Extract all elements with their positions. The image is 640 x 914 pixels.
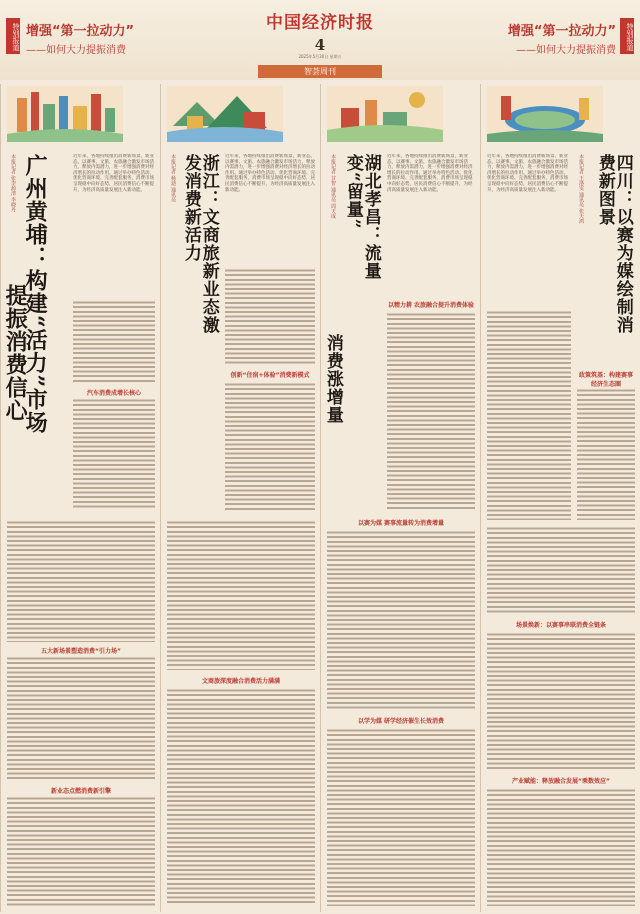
masthead: 中国经济时报 <box>266 13 374 33</box>
body-text-block <box>487 632 635 770</box>
body-text-block <box>73 300 155 384</box>
city-illustration <box>487 86 603 142</box>
headline-a: 湖北孝昌：流量变“留量” <box>342 154 381 280</box>
body-text-block <box>73 398 155 508</box>
headline: 四川：以赛为媒绘制消费新图景 <box>594 154 633 334</box>
section-banner: 智荟周刊 <box>258 65 382 78</box>
left-theme-line2: ——如何大力提振消费 <box>26 45 126 56</box>
subhead: 创新“住宿+体验”消费新模式 <box>230 372 310 379</box>
page-header <box>0 0 640 80</box>
body-text-block <box>7 796 155 906</box>
subhead: 文商旅深度融合消费活力满满 <box>201 678 280 685</box>
subhead: 以精力耕 农旅融合提升消费体验 <box>387 302 475 309</box>
byline: 本报记者 王洛雯 通讯员 张天鸿 <box>578 154 584 224</box>
subhead: 新业态点燃消费新引擎 <box>50 788 111 795</box>
body-text-block <box>487 310 571 520</box>
body-text-block <box>577 388 635 520</box>
subhead: 汽车消费成增长核心 <box>86 390 141 397</box>
byline: 本报记者 甘智 通讯员 周天成 <box>330 154 336 219</box>
right-theme-line1: 增强“第一拉动力” <box>507 24 616 39</box>
body-text-block <box>7 520 155 642</box>
page-number: 4 <box>314 36 326 54</box>
headline-b: 提振消费信心 <box>2 284 29 422</box>
body-text-block <box>7 656 155 782</box>
article-guangzhou <box>0 84 160 912</box>
headline-b: 消费涨增量 <box>322 334 343 424</box>
body-text-block <box>327 530 475 710</box>
right-theme-line2: ——如何大力提振消费 <box>516 45 616 56</box>
body-text-block <box>387 312 475 510</box>
article-hubei <box>320 84 480 912</box>
body-text-block <box>225 382 315 510</box>
article-body: 近年来，各地持续推出消费新场景、新业态，以赛事、文旅、农旅融合激发市场活力，释放内需潜力，进一步增强消费对经济增长的拉动作用。通过举办特色活动、优化营商环境、完善配套服务，消费市场呈现稳中向好态势，居民消费信心不断提升，为经济高质量发展注入新动能。 <box>387 154 473 193</box>
subhead: 政策筑基：构建赛事经济生态圈 <box>578 372 633 388</box>
subhead: 以学为媒 研学经济催生长效消费 <box>357 718 445 725</box>
article-body: 近年来，各地持续推出消费新场景、新业态，以赛事、文旅、农旅融合激发市场活力，释放内需潜力，进一步增强消费对经济增长的拉动作用。通过举办特色活动、优化营商环境、完善配套服务，消费市场呈现稳中向好态势，居民消费信心不断提升，为经济高质量发展注入新动能。 <box>73 154 154 193</box>
city-illustration <box>327 86 443 142</box>
city-illustration <box>167 86 283 142</box>
right-corner-tag: 特别报道 <box>620 18 634 54</box>
body-text-block <box>167 520 315 670</box>
body-text-block <box>487 526 635 614</box>
byline: 本报记者 杨迪 通讯员 <box>170 154 176 203</box>
subhead: 产业赋能：释放融合发展“乘数效应” <box>512 778 610 785</box>
article-sichuan <box>480 84 640 912</box>
article-zhejiang <box>160 84 320 912</box>
byline: 本报记者 张李源清 李晓丹 <box>10 154 16 213</box>
right-theme-title <box>506 20 616 56</box>
left-corner-tag: 特别报道 <box>6 18 20 54</box>
article-body: 近年来，各地持续推出消费新场景、新业态，以赛事、文旅、农旅融合激发市场活力，释放内需潜力，进一步增强消费对经济增长的拉动作用。通过举办特色活动、优化营商环境、完善配套服务，消费市场呈现稳中向好态势，居民消费信心不断提升，为经济高质量发展注入新动能。 <box>225 154 315 193</box>
left-theme-line1: 增强“第一拉动力” <box>26 24 135 39</box>
subhead: 五大新场景塑造消费“引力场” <box>41 648 121 655</box>
body-text-block <box>327 728 475 906</box>
headline: 浙江：文商旅新业态激发消费新活力 <box>180 154 219 334</box>
body-text-block <box>487 788 635 906</box>
dateline: 2025年5月30日 星期五 <box>298 54 342 59</box>
body-text-block <box>225 268 315 364</box>
body-text-block <box>167 688 315 906</box>
left-theme-title <box>26 20 134 56</box>
city-illustration <box>7 86 123 142</box>
article-body: 近年来，各地持续推出消费新场景、新业态，以赛事、文旅、农旅融合激发市场活力，释放内需潜力，进一步增强消费对经济增长的拉动作用。通过举办特色活动、优化营商环境、完善配套服务，消费市场呈现稳中向好态势，居民消费信心不断提升，为经济高质量发展注入新动能。 <box>487 154 568 193</box>
headline-a: 广州黄埔：构建“活力”市场 <box>22 154 49 435</box>
subhead: 以赛为媒 赛事流量转为消费增量 <box>357 520 445 527</box>
subhead: 场景焕新：以赛事串联消费全链条 <box>515 622 606 629</box>
